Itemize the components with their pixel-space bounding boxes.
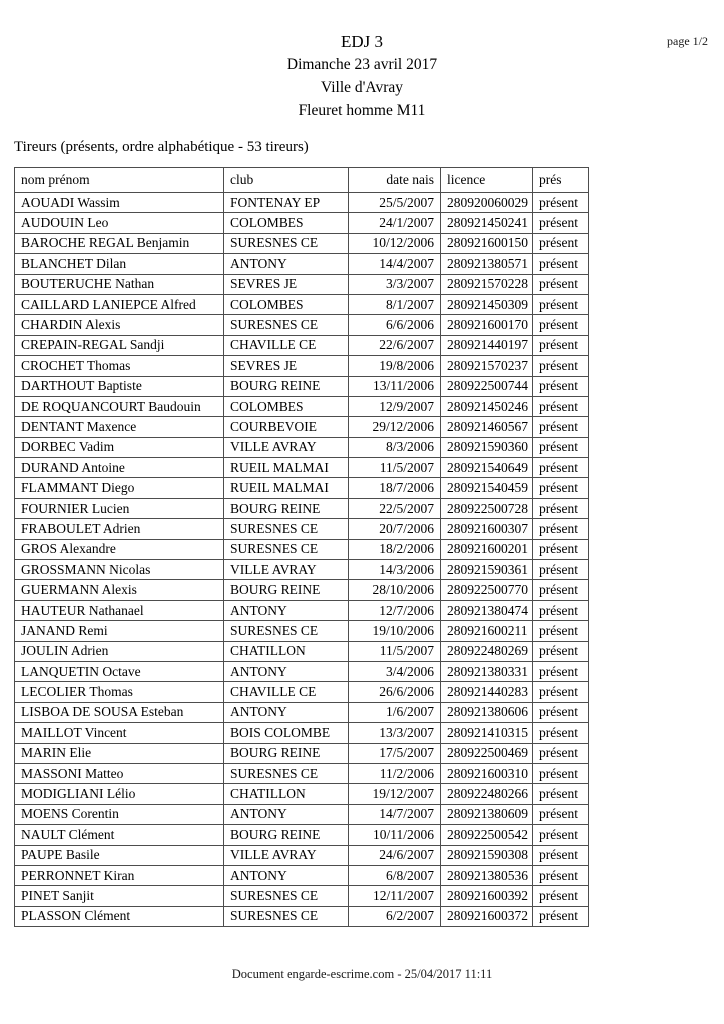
birthdate-cell: 3/3/2007 (349, 274, 441, 294)
club-cell: COLOMBES (224, 213, 349, 233)
table-row (15, 519, 589, 539)
licence-cell: 280921600211 (441, 621, 533, 641)
birthdate-cell: 25/5/2007 (349, 193, 441, 213)
name-cell: LANQUETIN Octave (15, 661, 224, 681)
name-cell: DURAND Antoine (15, 458, 224, 478)
name-cell: HAUTEUR Nathanael (15, 600, 224, 620)
name-cell: MASSONI Matteo (15, 763, 224, 783)
birthdate-cell: 11/5/2007 (349, 641, 441, 661)
birthdate-cell: 18/7/2006 (349, 478, 441, 498)
licence-cell: 280921600201 (441, 539, 533, 559)
table-row (15, 254, 589, 274)
birthdate-cell: 14/4/2007 (349, 254, 441, 274)
table-row (15, 743, 589, 763)
presence-cell: présent (533, 641, 589, 661)
club-cell: COLOMBES (224, 294, 349, 314)
licence-cell: 280921600310 (441, 763, 533, 783)
birthdate-cell: 6/8/2007 (349, 865, 441, 885)
birthdate-cell: 10/12/2006 (349, 233, 441, 253)
licence-cell: 280922500469 (441, 743, 533, 763)
presence-cell: présent (533, 825, 589, 845)
licence-cell: 280921460567 (441, 417, 533, 437)
club-cell: ANTONY (224, 600, 349, 620)
presence-cell: présent (533, 335, 589, 355)
licence-cell: 280921380331 (441, 661, 533, 681)
presence-cell: présent (533, 458, 589, 478)
club-cell: ANTONY (224, 254, 349, 274)
name-cell: AOUADI Wassim (15, 193, 224, 213)
licence-cell: 280921600170 (441, 315, 533, 335)
licence-cell: 280921590308 (441, 845, 533, 865)
licence-cell: 280922480266 (441, 784, 533, 804)
name-cell: MOENS Corentin (15, 804, 224, 824)
name-cell: BOUTERUCHE Nathan (15, 274, 224, 294)
presence-cell: présent (533, 560, 589, 580)
birthdate-cell: 6/2/2007 (349, 906, 441, 926)
section-title: Tireurs (présents, ordre alphabétique - 53 tireurs) (14, 139, 309, 155)
table-row (15, 274, 589, 294)
table-row (15, 233, 589, 253)
club-cell: BOIS COLOMBE (224, 723, 349, 743)
document-footer: Document engarde-escrime.com - 25/04/2017 11:11 (231, 967, 493, 981)
licence-cell: 280921570228 (441, 274, 533, 294)
name-cell: FRABOULET Adrien (15, 519, 224, 539)
table-row (15, 294, 589, 314)
presence-cell: présent (533, 519, 589, 539)
birthdate-cell: 24/1/2007 (349, 213, 441, 233)
presence-cell: présent (533, 743, 589, 763)
table-row (15, 886, 589, 906)
table-row (15, 784, 589, 804)
licence-cell: 280922500542 (441, 825, 533, 845)
table-row (15, 437, 589, 457)
licence-cell: 280921590361 (441, 560, 533, 580)
presence-cell: présent (533, 356, 589, 376)
presence-cell: présent (533, 845, 589, 865)
licence-cell: 280922500744 (441, 376, 533, 396)
presence-cell: présent (533, 274, 589, 294)
club-cell: SURESNES CE (224, 519, 349, 539)
birthdate-cell: 14/3/2006 (349, 560, 441, 580)
table-row (15, 580, 589, 600)
birthdate-cell: 3/4/2006 (349, 661, 441, 681)
club-cell: RUEIL MALMAI (224, 458, 349, 478)
table-row (15, 865, 589, 885)
table-row (15, 315, 589, 335)
table-row (15, 600, 589, 620)
club-cell: CHATILLON (224, 641, 349, 661)
presence-cell: présent (533, 723, 589, 743)
name-cell: DENTANT Maxence (15, 417, 224, 437)
birthdate-cell: 8/1/2007 (349, 294, 441, 314)
name-cell: MAILLOT Vincent (15, 723, 224, 743)
table-row (15, 539, 589, 559)
table-row (15, 396, 589, 416)
licence-cell: 280921600307 (441, 519, 533, 539)
birthdate-cell: 24/6/2007 (349, 845, 441, 865)
birthdate-cell: 1/6/2007 (349, 702, 441, 722)
club-cell: CHAVILLE CE (224, 682, 349, 702)
name-cell: PINET Sanjit (15, 886, 224, 906)
club-cell: VILLE AVRAY (224, 437, 349, 457)
name-cell: GUERMANN Alexis (15, 580, 224, 600)
club-cell: BOURG REINE (224, 743, 349, 763)
birthdate-cell: 13/11/2006 (349, 376, 441, 396)
club-cell: ANTONY (224, 702, 349, 722)
licence-cell: 280921450309 (441, 294, 533, 314)
table-row (15, 458, 589, 478)
table-row (15, 682, 589, 702)
licence-cell: 280921380474 (441, 600, 533, 620)
table-row (15, 804, 589, 824)
club-cell: COURBEVOIE (224, 417, 349, 437)
licence-cell: 280921380609 (441, 804, 533, 824)
birthdate-cell: 11/5/2007 (349, 458, 441, 478)
club-cell: RUEIL MALMAI (224, 478, 349, 498)
birthdate-cell: 29/12/2006 (349, 417, 441, 437)
club-cell: SURESNES CE (224, 539, 349, 559)
name-cell: MODIGLIANI Lélio (15, 784, 224, 804)
name-cell: DORBEC Vadim (15, 437, 224, 457)
presence-cell: présent (533, 213, 589, 233)
licence-cell: 280922480269 (441, 641, 533, 661)
club-cell: SURESNES CE (224, 621, 349, 641)
name-cell: BAROCHE REGAL Benjamin (15, 233, 224, 253)
licence-cell: 280921410315 (441, 723, 533, 743)
table-row (15, 376, 589, 396)
birthdate-cell: 19/12/2007 (349, 784, 441, 804)
club-cell: VILLE AVRAY (224, 845, 349, 865)
presence-cell: présent (533, 417, 589, 437)
header-club: club (224, 168, 349, 193)
club-cell: ANTONY (224, 804, 349, 824)
club-cell: BOURG REINE (224, 580, 349, 600)
presence-cell: présent (533, 682, 589, 702)
name-cell: CROCHET Thomas (15, 356, 224, 376)
table-row (15, 906, 589, 926)
presence-cell: présent (533, 437, 589, 457)
competition-event: Fleuret homme M11 (298, 102, 426, 119)
club-cell: SURESNES CE (224, 886, 349, 906)
birthdate-cell: 18/2/2006 (349, 539, 441, 559)
licence-cell: 280921380606 (441, 702, 533, 722)
presence-cell: présent (533, 621, 589, 641)
licence-cell: 280921600372 (441, 906, 533, 926)
club-cell: BOURG REINE (224, 376, 349, 396)
birthdate-cell: 19/8/2006 (349, 356, 441, 376)
competition-venue: Ville d'Avray (320, 79, 404, 96)
presence-cell: présent (533, 865, 589, 885)
birthdate-cell: 22/5/2007 (349, 498, 441, 518)
name-cell: JANAND Remi (15, 621, 224, 641)
birthdate-cell: 12/11/2007 (349, 886, 441, 906)
page-number-label: page 1/2 (667, 34, 708, 48)
birthdate-cell: 12/7/2006 (349, 600, 441, 620)
table-row (15, 845, 589, 865)
table-row (15, 417, 589, 437)
licence-cell: 280921590360 (441, 437, 533, 457)
presence-cell: présent (533, 906, 589, 926)
club-cell: FONTENAY EP (224, 193, 349, 213)
club-cell: SURESNES CE (224, 233, 349, 253)
name-cell: MARIN Elie (15, 743, 224, 763)
presence-cell: présent (533, 315, 589, 335)
licence-cell: 280921600392 (441, 886, 533, 906)
presence-cell: présent (533, 539, 589, 559)
name-cell: FOURNIER Lucien (15, 498, 224, 518)
birthdate-cell: 17/5/2007 (349, 743, 441, 763)
licence-cell: 280920060029 (441, 193, 533, 213)
name-cell: GROS Alexandre (15, 539, 224, 559)
licence-cell: 280921380571 (441, 254, 533, 274)
name-cell: PLASSON Clément (15, 906, 224, 926)
header-birthdate: date nais (349, 168, 441, 193)
club-cell: VILLE AVRAY (224, 560, 349, 580)
club-cell: SURESNES CE (224, 763, 349, 783)
name-cell: LECOLIER Thomas (15, 682, 224, 702)
table-row (15, 825, 589, 845)
fencers-table (14, 167, 589, 927)
presence-cell: présent (533, 784, 589, 804)
presence-cell: présent (533, 886, 589, 906)
name-cell: CAILLARD LANIEPCE Alfred (15, 294, 224, 314)
presence-cell: présent (533, 254, 589, 274)
table-row (15, 661, 589, 681)
club-cell: CHATILLON (224, 784, 349, 804)
licence-cell: 280922500770 (441, 580, 533, 600)
birthdate-cell: 11/2/2006 (349, 763, 441, 783)
birthdate-cell: 28/10/2006 (349, 580, 441, 600)
header-presence: prés (533, 168, 589, 193)
table-row (15, 641, 589, 661)
document-header (0, 0, 724, 122)
name-cell: CREPAIN-REGAL Sandji (15, 335, 224, 355)
presence-cell: présent (533, 294, 589, 314)
presence-cell: présent (533, 233, 589, 253)
name-cell: DARTHOUT Baptiste (15, 376, 224, 396)
table-row (15, 763, 589, 783)
name-cell: PERRONNET Kiran (15, 865, 224, 885)
club-cell: ANTONY (224, 865, 349, 885)
table-row (15, 498, 589, 518)
licence-cell: 280921600150 (441, 233, 533, 253)
header-licence: licence (441, 168, 533, 193)
name-cell: FLAMMANT Diego (15, 478, 224, 498)
presence-cell: présent (533, 804, 589, 824)
club-cell: SURESNES CE (224, 906, 349, 926)
header-name: nom prénom (15, 168, 224, 193)
club-cell: COLOMBES (224, 396, 349, 416)
presence-cell: présent (533, 661, 589, 681)
name-cell: AUDOUIN Leo (15, 213, 224, 233)
presence-cell: présent (533, 498, 589, 518)
birthdate-cell: 20/7/2006 (349, 519, 441, 539)
name-cell: DE ROQUANCOURT Baudouin (15, 396, 224, 416)
birthdate-cell: 8/3/2006 (349, 437, 441, 457)
presence-cell: présent (533, 702, 589, 722)
name-cell: LISBOA DE SOUSA Esteban (15, 702, 224, 722)
club-cell: SURESNES CE (224, 315, 349, 335)
table-row (15, 213, 589, 233)
presence-cell: présent (533, 763, 589, 783)
birthdate-cell: 6/6/2006 (349, 315, 441, 335)
club-cell: BOURG REINE (224, 498, 349, 518)
licence-cell: 280921380536 (441, 865, 533, 885)
presence-cell: présent (533, 580, 589, 600)
presence-cell: présent (533, 478, 589, 498)
club-cell: SEVRES JE (224, 356, 349, 376)
birthdate-cell: 12/9/2007 (349, 396, 441, 416)
presence-cell: présent (533, 396, 589, 416)
licence-cell: 280921540459 (441, 478, 533, 498)
licence-cell: 280921440197 (441, 335, 533, 355)
table-row (15, 335, 589, 355)
name-cell: CHARDIN Alexis (15, 315, 224, 335)
table-row (15, 356, 589, 376)
table-row (15, 478, 589, 498)
presence-cell: présent (533, 193, 589, 213)
licence-cell: 280921450246 (441, 396, 533, 416)
competition-date: Dimanche 23 avril 2017 (286, 56, 438, 73)
name-cell: JOULIN Adrien (15, 641, 224, 661)
table-row (15, 193, 589, 213)
table-header-row (15, 168, 589, 193)
licence-cell: 280921450241 (441, 213, 533, 233)
name-cell: GROSSMANN Nicolas (15, 560, 224, 580)
competition-title: EDJ 3 (340, 32, 384, 51)
club-cell: CHAVILLE CE (224, 335, 349, 355)
licence-cell: 280922500728 (441, 498, 533, 518)
table-row (15, 702, 589, 722)
birthdate-cell: 10/11/2006 (349, 825, 441, 845)
birthdate-cell: 22/6/2007 (349, 335, 441, 355)
club-cell: SEVRES JE (224, 274, 349, 294)
presence-cell: présent (533, 376, 589, 396)
licence-cell: 280921570237 (441, 356, 533, 376)
licence-cell: 280921440283 (441, 682, 533, 702)
table-row (15, 560, 589, 580)
birthdate-cell: 19/10/2006 (349, 621, 441, 641)
presence-cell: présent (533, 600, 589, 620)
birthdate-cell: 13/3/2007 (349, 723, 441, 743)
name-cell: NAULT Clément (15, 825, 224, 845)
birthdate-cell: 26/6/2006 (349, 682, 441, 702)
name-cell: PAUPE Basile (15, 845, 224, 865)
licence-cell: 280921540649 (441, 458, 533, 478)
table-row (15, 723, 589, 743)
birthdate-cell: 14/7/2007 (349, 804, 441, 824)
table-row (15, 621, 589, 641)
club-cell: ANTONY (224, 661, 349, 681)
club-cell: BOURG REINE (224, 825, 349, 845)
name-cell: BLANCHET Dilan (15, 254, 224, 274)
fencers-table-body (15, 193, 589, 927)
